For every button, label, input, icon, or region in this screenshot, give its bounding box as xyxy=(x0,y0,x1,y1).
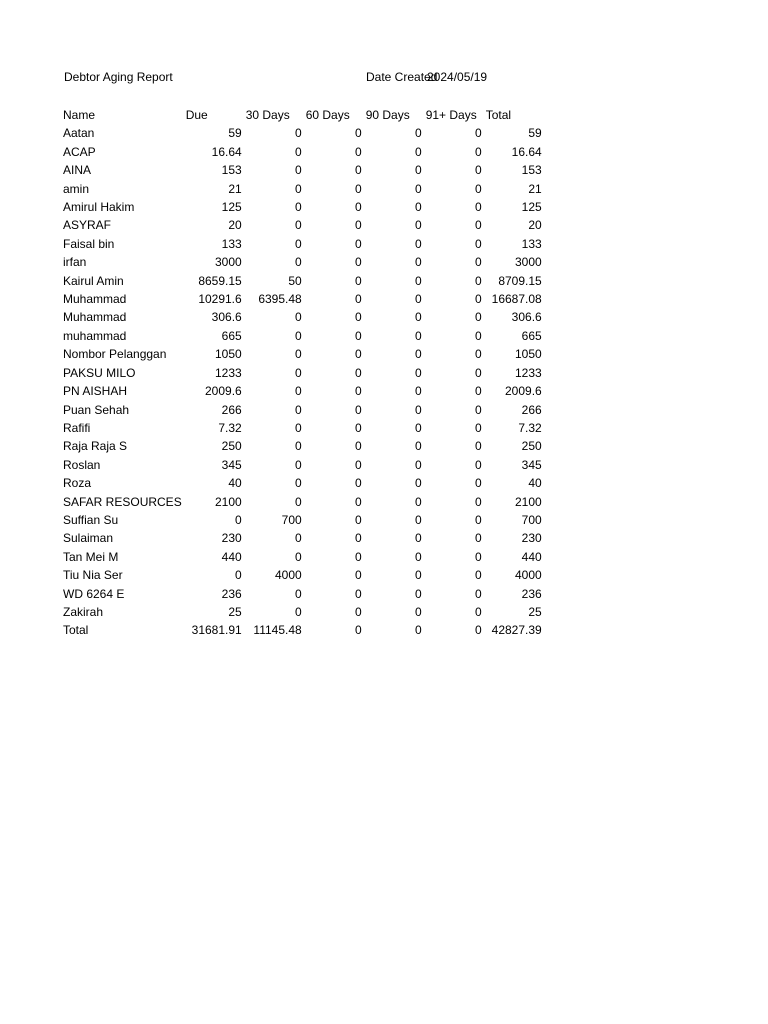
cell-60-days: 0 xyxy=(355,512,362,527)
cell-total: 16.64 xyxy=(511,144,542,159)
cell-due: 7.32 xyxy=(218,420,242,435)
cell-name: Rafifi xyxy=(63,420,91,435)
cell-due: 8659.15 xyxy=(198,273,242,288)
cell-name: amin xyxy=(63,181,90,196)
cell-91-plus-days: 0 xyxy=(475,623,482,638)
cell-30-days: 0 xyxy=(295,457,302,472)
cell-30-days: 0 xyxy=(295,181,302,196)
table-row xyxy=(61,198,544,216)
cell-60-days: 0 xyxy=(355,531,362,546)
cell-due: 266 xyxy=(221,402,242,417)
cell-due: 230 xyxy=(221,531,242,546)
cell-name: Muhammad xyxy=(63,310,127,325)
cell-91-plus-days: 0 xyxy=(475,200,482,215)
cell-30-days: 0 xyxy=(295,402,302,417)
table-row xyxy=(61,382,544,400)
cell-due: 31681.91 xyxy=(191,623,242,638)
cell-30-days: 0 xyxy=(295,549,302,564)
cell-30-days: 6395.48 xyxy=(258,292,302,307)
cell-name: Raja Raja S xyxy=(63,439,128,454)
cell-30-days: 0 xyxy=(295,236,302,251)
cell-90-days: 0 xyxy=(415,181,422,196)
cell-90-days: 0 xyxy=(415,439,422,454)
cell-due: 2100 xyxy=(215,494,242,509)
table-row xyxy=(61,511,544,529)
cell-total: 133 xyxy=(521,236,542,251)
table-row xyxy=(61,124,544,142)
cell-30-days: 4000 xyxy=(275,568,302,583)
table-row xyxy=(61,364,544,382)
cell-name: Nombor Pelanggan xyxy=(63,347,167,362)
cell-due: 133 xyxy=(221,236,242,251)
cell-due: 16.64 xyxy=(211,144,242,159)
cell-90-days: 0 xyxy=(415,126,422,141)
cell-90-days: 0 xyxy=(415,273,422,288)
aging-table-body xyxy=(61,106,544,640)
cell-91-plus-days: 0 xyxy=(475,531,482,546)
table-row xyxy=(61,308,544,326)
cell-90-days: 0 xyxy=(415,586,422,601)
cell-60-days: 0 xyxy=(355,476,362,491)
cell-30-days: 0 xyxy=(295,365,302,380)
cell-total: 7.32 xyxy=(518,420,542,435)
table-row xyxy=(61,180,544,198)
cell-60-days: 0 xyxy=(355,255,362,270)
cell-name: Suffian Su xyxy=(63,512,119,527)
cell-60-days: 0 xyxy=(355,586,362,601)
cell-due: 0 xyxy=(235,568,242,583)
cell-91-plus-days: 0 xyxy=(475,494,482,509)
cell-90-days: 0 xyxy=(415,200,422,215)
cell-60-days: 0 xyxy=(355,163,362,178)
cell-total: 2100 xyxy=(515,494,542,509)
cell-30-days: 0 xyxy=(295,255,302,270)
cell-name: Sulaiman xyxy=(63,531,114,546)
cell-60-days: 0 xyxy=(355,623,362,638)
cell-name: SAFAR RESOURCES xyxy=(63,494,182,509)
cell-total: 8709.15 xyxy=(498,273,542,288)
cell-total: 42827.39 xyxy=(491,623,542,638)
cell-91-plus-days: 0 xyxy=(475,476,482,491)
cell-name: Aatan xyxy=(63,126,95,141)
cell-90-days: 0 xyxy=(415,476,422,491)
cell-30-days: 0 xyxy=(295,586,302,601)
cell-60-days: 0 xyxy=(355,328,362,343)
cell-due: 0 xyxy=(235,512,242,527)
cell-name: ASYRAF xyxy=(63,218,112,233)
cell-90-days: 0 xyxy=(415,292,422,307)
cell-60-days: 0 xyxy=(355,604,362,619)
cell-60-days: 0 xyxy=(355,273,362,288)
cell-total: 266 xyxy=(521,402,542,417)
header-total: Total xyxy=(485,108,512,122)
cell-name: Amirul Hakim xyxy=(63,200,135,215)
cell-91-plus-days: 0 xyxy=(475,273,482,288)
cell-30-days: 0 xyxy=(295,310,302,325)
cell-91-plus-days: 0 xyxy=(475,236,482,251)
cell-90-days: 0 xyxy=(415,512,422,527)
cell-total: 20 xyxy=(528,218,542,233)
cell-90-days: 0 xyxy=(415,365,422,380)
cell-30-days: 0 xyxy=(295,531,302,546)
cell-91-plus-days: 0 xyxy=(475,144,482,159)
cell-due: 10291.6 xyxy=(198,292,242,307)
cell-30-days: 0 xyxy=(295,604,302,619)
aging-table xyxy=(61,106,544,640)
cell-91-plus-days: 0 xyxy=(475,126,482,141)
cell-91-plus-days: 0 xyxy=(475,604,482,619)
cell-91-plus-days: 0 xyxy=(475,549,482,564)
cell-30-days: 0 xyxy=(295,218,302,233)
cell-91-plus-days: 0 xyxy=(475,512,482,527)
table-total-row xyxy=(61,621,544,639)
cell-90-days: 0 xyxy=(415,236,422,251)
table-row xyxy=(61,566,544,584)
cell-90-days: 0 xyxy=(415,347,422,362)
cell-total: 2009.6 xyxy=(505,384,542,399)
cell-name: WD 6264 E xyxy=(63,586,125,601)
cell-due: 306.6 xyxy=(211,310,242,325)
cell-due: 59 xyxy=(228,126,242,141)
cell-60-days: 0 xyxy=(355,420,362,435)
header-90-days: 90 Days xyxy=(365,108,410,122)
cell-90-days: 0 xyxy=(415,402,422,417)
cell-90-days: 0 xyxy=(415,420,422,435)
cell-name: Roza xyxy=(63,476,92,491)
cell-60-days: 0 xyxy=(355,568,362,583)
cell-60-days: 0 xyxy=(355,494,362,509)
cell-30-days: 700 xyxy=(281,512,302,527)
table-row xyxy=(61,548,544,566)
cell-name: Kairul Amin xyxy=(63,273,124,288)
cell-due: 2009.6 xyxy=(205,384,242,399)
cell-name: Muhammad xyxy=(63,292,127,307)
cell-total: 236 xyxy=(521,586,542,601)
cell-30-days: 0 xyxy=(295,347,302,362)
cell-60-days: 0 xyxy=(355,144,362,159)
cell-60-days: 0 xyxy=(355,549,362,564)
cell-90-days: 0 xyxy=(415,218,422,233)
cell-total: 16687.08 xyxy=(491,292,542,307)
cell-due: 25 xyxy=(228,604,242,619)
table-row xyxy=(61,419,544,437)
cell-total: 25 xyxy=(528,604,542,619)
cell-91-plus-days: 0 xyxy=(475,402,482,417)
cell-90-days: 0 xyxy=(415,549,422,564)
cell-91-plus-days: 0 xyxy=(475,218,482,233)
cell-total: 250 xyxy=(521,439,542,454)
table-row xyxy=(61,216,544,234)
cell-60-days: 0 xyxy=(355,310,362,325)
cell-60-days: 0 xyxy=(355,292,362,307)
cell-91-plus-days: 0 xyxy=(475,365,482,380)
cell-due: 1233 xyxy=(215,365,242,380)
cell-name: Total xyxy=(63,623,89,638)
cell-90-days: 0 xyxy=(415,310,422,325)
cell-30-days: 0 xyxy=(295,439,302,454)
cell-due: 440 xyxy=(221,549,242,564)
header-91-plus-days: 91+ Days xyxy=(425,108,477,122)
cell-total: 665 xyxy=(521,328,542,343)
cell-name: irfan xyxy=(63,255,87,270)
cell-30-days: 0 xyxy=(295,494,302,509)
cell-30-days: 0 xyxy=(295,200,302,215)
header-60-days: 60 Days xyxy=(305,108,350,122)
table-row xyxy=(61,474,544,492)
cell-due: 345 xyxy=(221,457,242,472)
cell-91-plus-days: 0 xyxy=(475,439,482,454)
cell-30-days: 50 xyxy=(288,273,302,288)
cell-90-days: 0 xyxy=(415,568,422,583)
table-row xyxy=(61,529,544,547)
cell-name: muhammad xyxy=(63,328,127,343)
cell-60-days: 0 xyxy=(355,457,362,472)
cell-60-days: 0 xyxy=(355,126,362,141)
cell-name: Faisal bin xyxy=(63,236,115,251)
cell-90-days: 0 xyxy=(415,531,422,546)
cell-due: 665 xyxy=(221,328,242,343)
cell-91-plus-days: 0 xyxy=(475,163,482,178)
cell-total: 700 xyxy=(521,512,542,527)
cell-name: Tiu Nia Ser xyxy=(63,568,123,583)
table-row xyxy=(61,585,544,603)
cell-60-days: 0 xyxy=(355,347,362,362)
cell-60-days: 0 xyxy=(355,181,362,196)
cell-91-plus-days: 0 xyxy=(475,586,482,601)
report-title: Debtor Aging Report xyxy=(64,70,173,84)
date-created-value: 2024/05/19 xyxy=(427,70,488,84)
cell-91-plus-days: 0 xyxy=(475,384,482,399)
cell-total: 3000 xyxy=(515,255,542,270)
cell-60-days: 0 xyxy=(355,402,362,417)
table-header-row xyxy=(61,106,544,124)
cell-name: PAKSU MILO xyxy=(63,365,136,380)
cell-due: 1050 xyxy=(215,347,242,362)
cell-90-days: 0 xyxy=(415,457,422,472)
cell-91-plus-days: 0 xyxy=(475,181,482,196)
cell-60-days: 0 xyxy=(355,200,362,215)
cell-30-days: 0 xyxy=(295,328,302,343)
cell-91-plus-days: 0 xyxy=(475,568,482,583)
cell-total: 345 xyxy=(521,457,542,472)
cell-91-plus-days: 0 xyxy=(475,420,482,435)
cell-30-days: 11145.48 xyxy=(253,623,302,638)
cell-30-days: 0 xyxy=(295,163,302,178)
cell-90-days: 0 xyxy=(415,494,422,509)
cell-90-days: 0 xyxy=(415,255,422,270)
cell-total: 21 xyxy=(528,181,542,196)
cell-total: 306.6 xyxy=(511,310,542,325)
cell-due: 21 xyxy=(228,181,242,196)
cell-total: 1233 xyxy=(515,365,542,380)
cell-91-plus-days: 0 xyxy=(475,457,482,472)
cell-90-days: 0 xyxy=(415,144,422,159)
cell-30-days: 0 xyxy=(295,144,302,159)
table-row xyxy=(61,290,544,308)
cell-name: ACAP xyxy=(63,144,96,159)
cell-name: AINA xyxy=(63,163,92,178)
cell-name: Zakirah xyxy=(63,604,104,619)
date-created-label: Date Created xyxy=(366,70,438,84)
cell-60-days: 0 xyxy=(355,365,362,380)
cell-91-plus-days: 0 xyxy=(475,292,482,307)
cell-60-days: 0 xyxy=(355,236,362,251)
cell-due: 40 xyxy=(228,476,242,491)
table-row xyxy=(61,235,544,253)
cell-total: 440 xyxy=(521,549,542,564)
table-row xyxy=(61,143,544,161)
cell-91-plus-days: 0 xyxy=(475,310,482,325)
cell-total: 125 xyxy=(521,200,542,215)
table-row xyxy=(61,253,544,271)
header-name: Name xyxy=(63,108,96,122)
cell-90-days: 0 xyxy=(415,163,422,178)
cell-60-days: 0 xyxy=(355,384,362,399)
cell-90-days: 0 xyxy=(415,328,422,343)
cell-total: 230 xyxy=(521,531,542,546)
cell-91-plus-days: 0 xyxy=(475,347,482,362)
cell-91-plus-days: 0 xyxy=(475,255,482,270)
cell-due: 250 xyxy=(221,439,242,454)
table-row xyxy=(61,327,544,345)
cell-due: 125 xyxy=(221,200,242,215)
cell-30-days: 0 xyxy=(295,420,302,435)
table-row xyxy=(61,401,544,419)
cell-name: PN AISHAH xyxy=(63,384,128,399)
cell-30-days: 0 xyxy=(295,476,302,491)
cell-90-days: 0 xyxy=(415,384,422,399)
cell-total: 1050 xyxy=(515,347,542,362)
cell-30-days: 0 xyxy=(295,126,302,141)
cell-90-days: 0 xyxy=(415,623,422,638)
cell-60-days: 0 xyxy=(355,439,362,454)
table-row xyxy=(61,456,544,474)
cell-due: 236 xyxy=(221,586,242,601)
cell-due: 153 xyxy=(221,163,242,178)
cell-name: Puan Sehah xyxy=(63,402,130,417)
cell-name: Tan Mei M xyxy=(63,549,119,564)
cell-total: 153 xyxy=(521,163,542,178)
cell-total: 4000 xyxy=(515,568,542,583)
table-row xyxy=(61,493,544,511)
header-30-days: 30 Days xyxy=(245,108,290,122)
cell-30-days: 0 xyxy=(295,384,302,399)
cell-60-days: 0 xyxy=(355,218,362,233)
cell-90-days: 0 xyxy=(415,604,422,619)
cell-total: 59 xyxy=(528,126,542,141)
table-row xyxy=(61,161,544,179)
cell-91-plus-days: 0 xyxy=(475,328,482,343)
table-row xyxy=(61,437,544,455)
table-row xyxy=(61,603,544,621)
cell-due: 20 xyxy=(228,218,242,233)
cell-total: 40 xyxy=(528,476,542,491)
header-due: Due xyxy=(185,108,208,122)
table-row xyxy=(61,272,544,290)
table-row xyxy=(61,345,544,363)
cell-name: Roslan xyxy=(63,457,101,472)
cell-due: 3000 xyxy=(215,255,242,270)
